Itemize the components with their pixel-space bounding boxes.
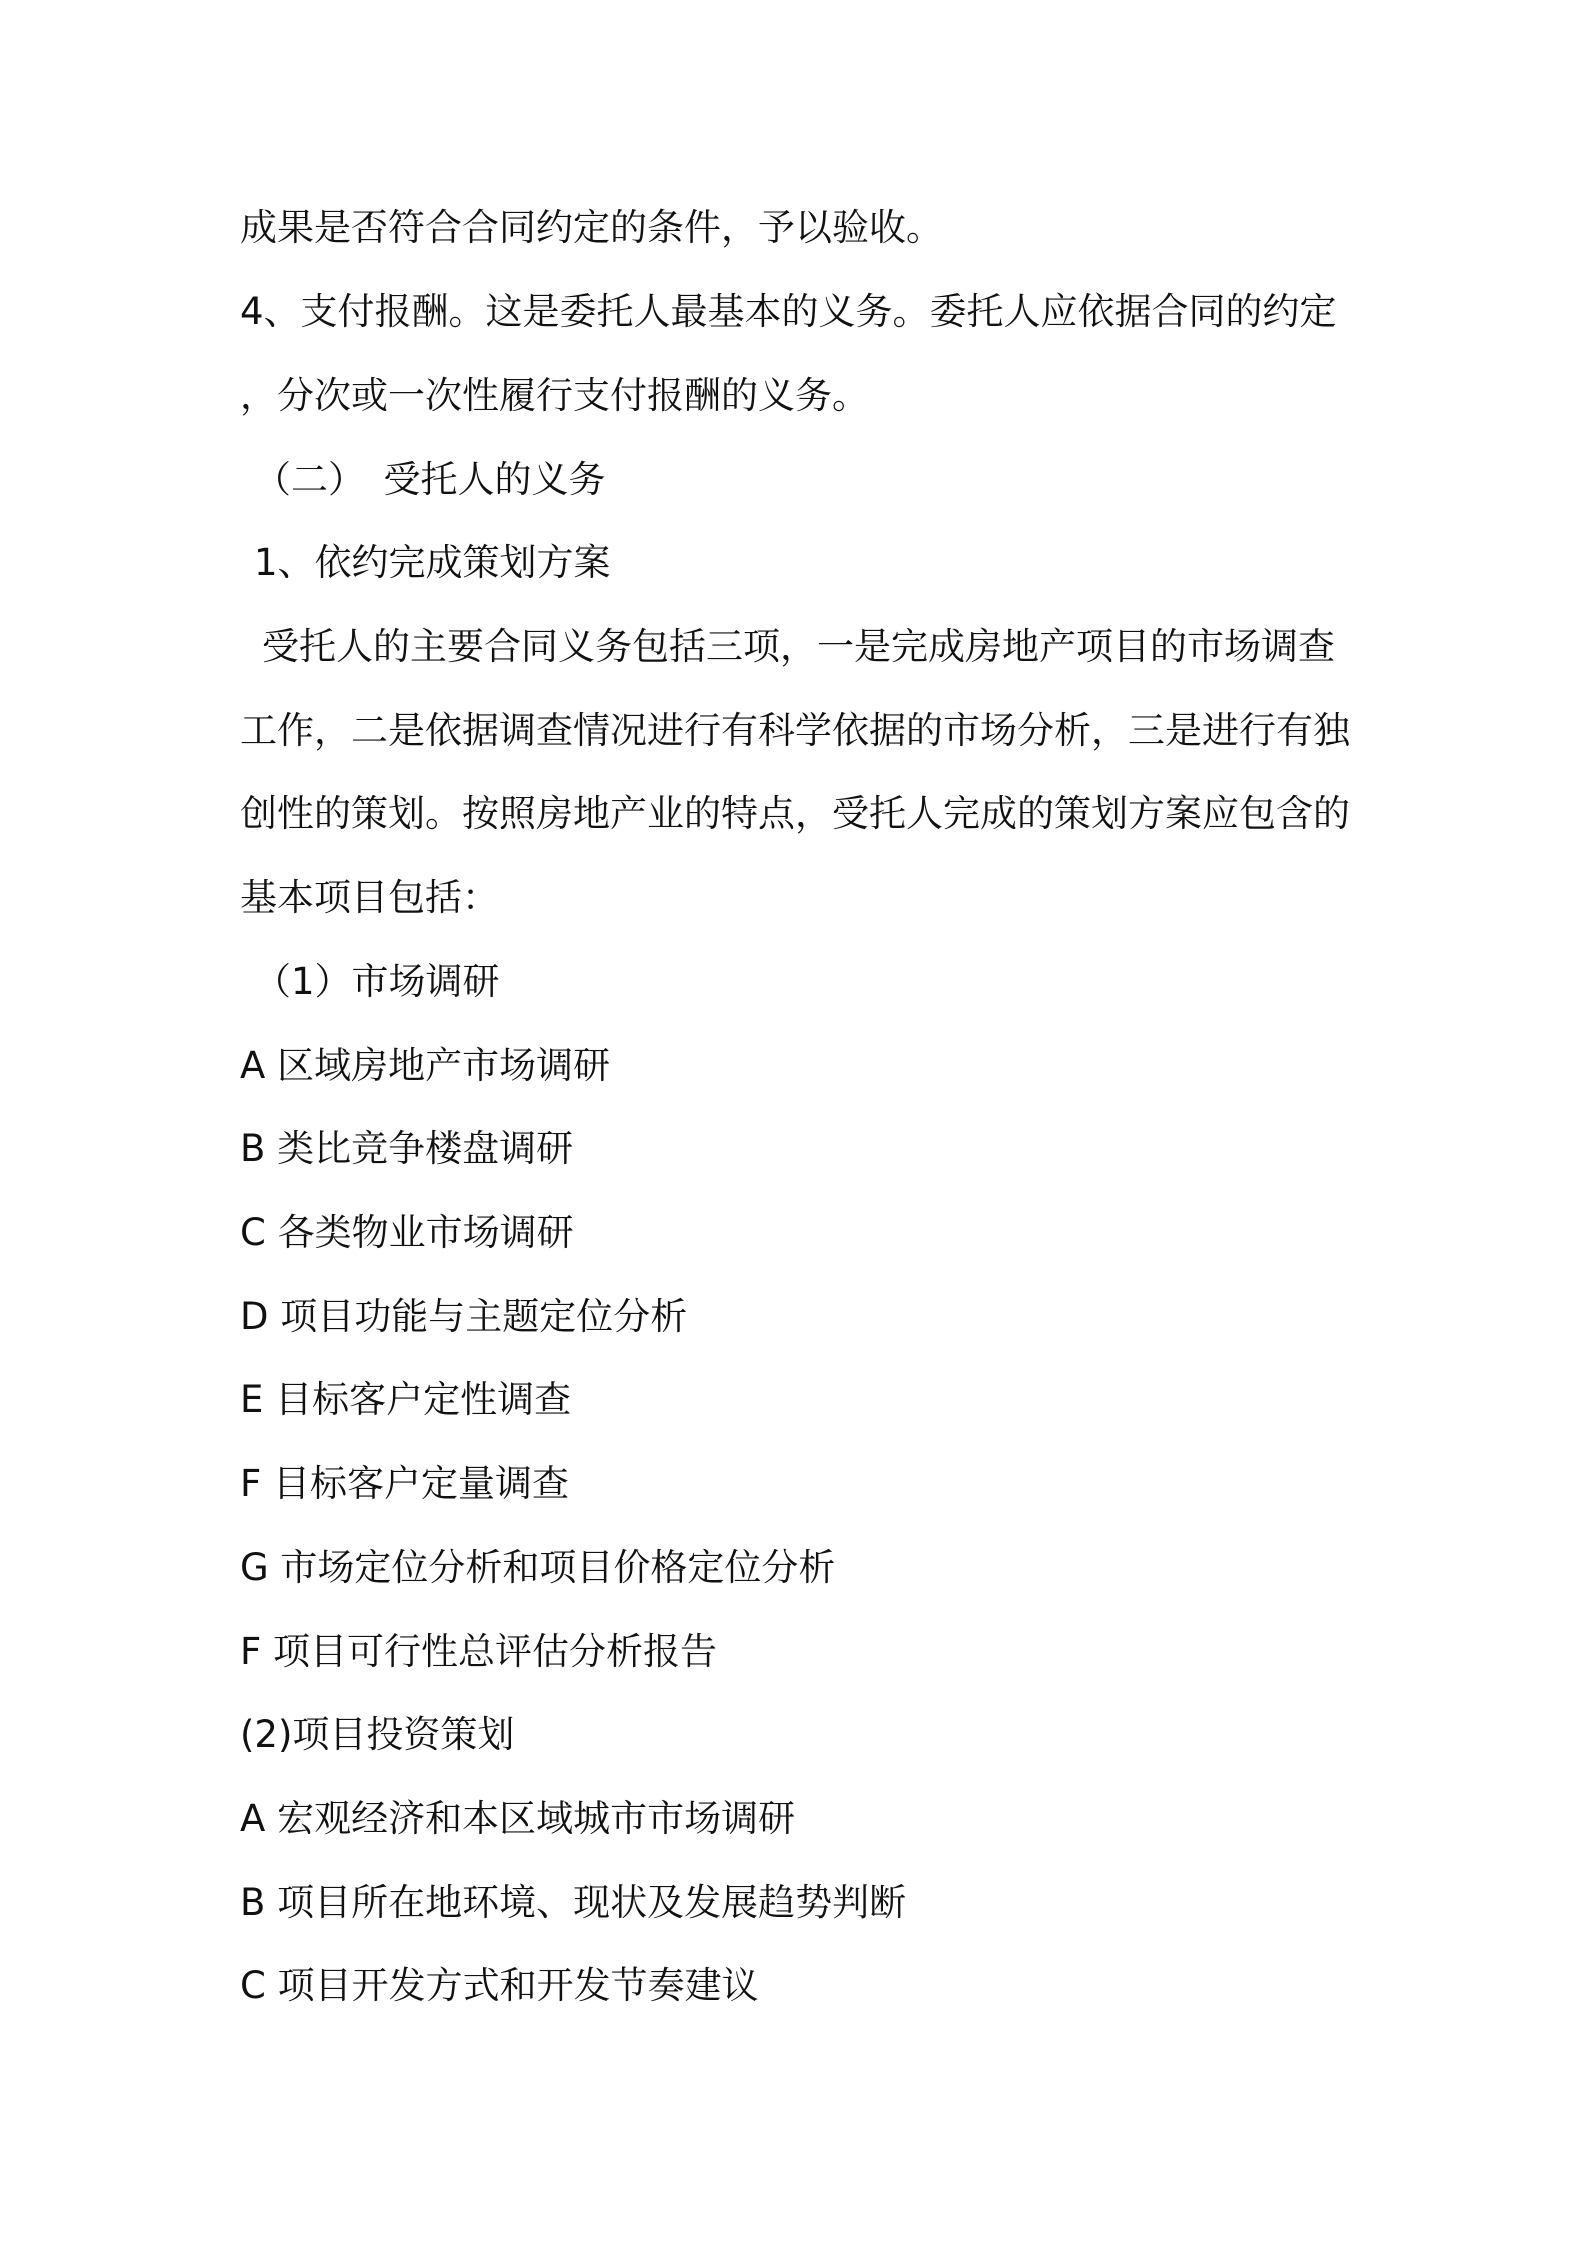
text-line: 工作，二是依据调查情况进行有科学依据的市场分析，三是进行有独 — [240, 709, 1350, 752]
list-item: A 宏观经济和本区域城市市场调研 — [240, 1797, 796, 1840]
text-line: 基本项目包括： — [240, 876, 499, 919]
list-item: B 类比竞争楼盘调研 — [240, 1127, 574, 1170]
subsection-heading: 1、依约完成策划方案 — [254, 541, 611, 584]
list-heading: （1）市场调研 — [254, 960, 500, 1003]
list-item: F 项目可行性总评估分析报告 — [240, 1630, 718, 1673]
list-item: C 项目开发方式和开发节奏建议 — [240, 1964, 759, 2007]
text-line: 4、支付报酬。这是委托人最基本的义务。委托人应依据合同的约定 — [240, 290, 1337, 333]
section-heading: （二） 受托人的义务 — [254, 458, 606, 501]
list-item: E 目标客户定性调查 — [240, 1378, 572, 1421]
list-item: G 市场定位分析和项目价格定位分析 — [240, 1546, 836, 1589]
list-item: A 区域房地产市场调研 — [240, 1044, 611, 1087]
text-line: 受托人的主要合同义务包括三项，一是完成房地产项目的市场调查 — [262, 625, 1335, 668]
list-item: B 项目所在地环境、现状及发展趋势判断 — [240, 1881, 907, 1924]
text-line: ，分次或一次性履行支付报酬的义务。 — [240, 374, 869, 417]
text-line: 成果是否符合合同约定的条件，予以验收。 — [240, 206, 943, 249]
list-heading: (2)项目投资策划 — [240, 1713, 515, 1756]
list-item: C 各类物业市场调研 — [240, 1211, 574, 1254]
list-item: D 项目功能与主题定位分析 — [240, 1295, 688, 1338]
list-item: F 目标客户定量调查 — [240, 1462, 570, 1505]
text-line: 创性的策划。按照房地产业的特点，受托人完成的策划方案应包含的 — [240, 792, 1350, 835]
